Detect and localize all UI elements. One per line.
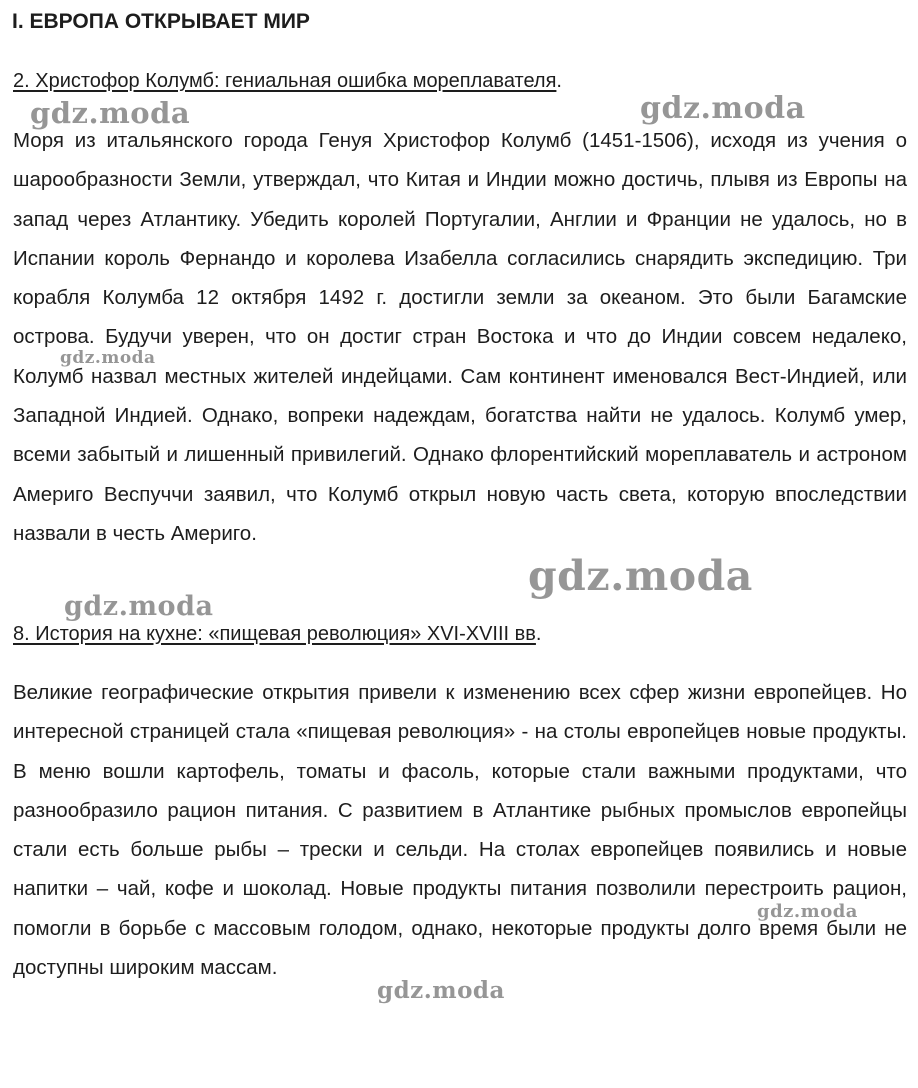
watermark-logo: gdz.moda xyxy=(640,91,806,126)
watermark-logo: gdz.moda xyxy=(30,96,191,130)
watermark-logo: gdz.moda xyxy=(64,591,214,622)
section-title-columbus xyxy=(13,70,562,93)
watermark-logo: gdz.moda xyxy=(60,348,156,368)
section-title-columbus-suffix: . xyxy=(556,70,562,92)
section-title-food-revolution-text: 8. История на кухне: «пищевая революция» XVI-XVIII вв xyxy=(13,623,536,645)
watermark-logo: gdz.moda xyxy=(377,977,505,1004)
section-text-columbus: Моря из итальянского города Генуя Христофор Колумб (1451-1506), исходя из учения о шарообразности Земли, утверждал, что Китая и Индии можно достичь, плывя из Европы на запад через Атлантику. Убедить королей Португалии, Англии и Франции не удалось, но в Испании король Фернандо и королева Изабелла согласились снарядить экспедицию. Три корабля Колумба 12 октября 1492 г. достигли земли за океаном. Это были Багамские острова. Будучи уверен, что он достиг стран Востока и что до Индии совсем недалеко, Колумб назвал местных жителей индейцами. Сам континент именовался Вест-Индией, или Западной Индией. Однако, вопреки надеждам, богатства найти не удалось. Колумб умер, всеми забытый и лишенный привилегий. Однако флорентийский мореплаватель и астроном Америго Веспуччи заявил, что Колумб открыл новую часть света, которую впоследствии назвали в честь Америго. xyxy=(13,129,907,545)
watermark-logo: gdz.moda xyxy=(528,552,753,600)
section-title-columbus-text: 2. Христофор Колумб: гениальная ошибка мореплавателя xyxy=(13,70,557,92)
section-title-food-revolution xyxy=(13,623,541,646)
section-text-food-revolution: Великие географические открытия привели к изменению всех сфер жизни европейцев. Но интересной страницей стала «пищевая революция» - на столы европейцев новые продукты. В меню вошли картофель, томаты и фасоль, которые стали важными продуктами, что разнообразило рацион питания. С развитием в Атлантике рыбных промыслов европейцы стали есть больше рыбы – трески и сельди. На столах европейцев появились и новые напитки – чай, кофе и шоколад. Новые продукты питания позволили перестроить рацион, помогли в борьбе с массовым голодом, однако, некоторые продукты долго время были не доступны широким массам. xyxy=(13,681,907,980)
section-title-food-revolution-suffix: . xyxy=(535,623,542,645)
page-heading: I. ЕВРОПА ОТКРЫВАЕТ МИР xyxy=(12,10,310,33)
watermark-logo: gdz.moda xyxy=(757,901,858,922)
